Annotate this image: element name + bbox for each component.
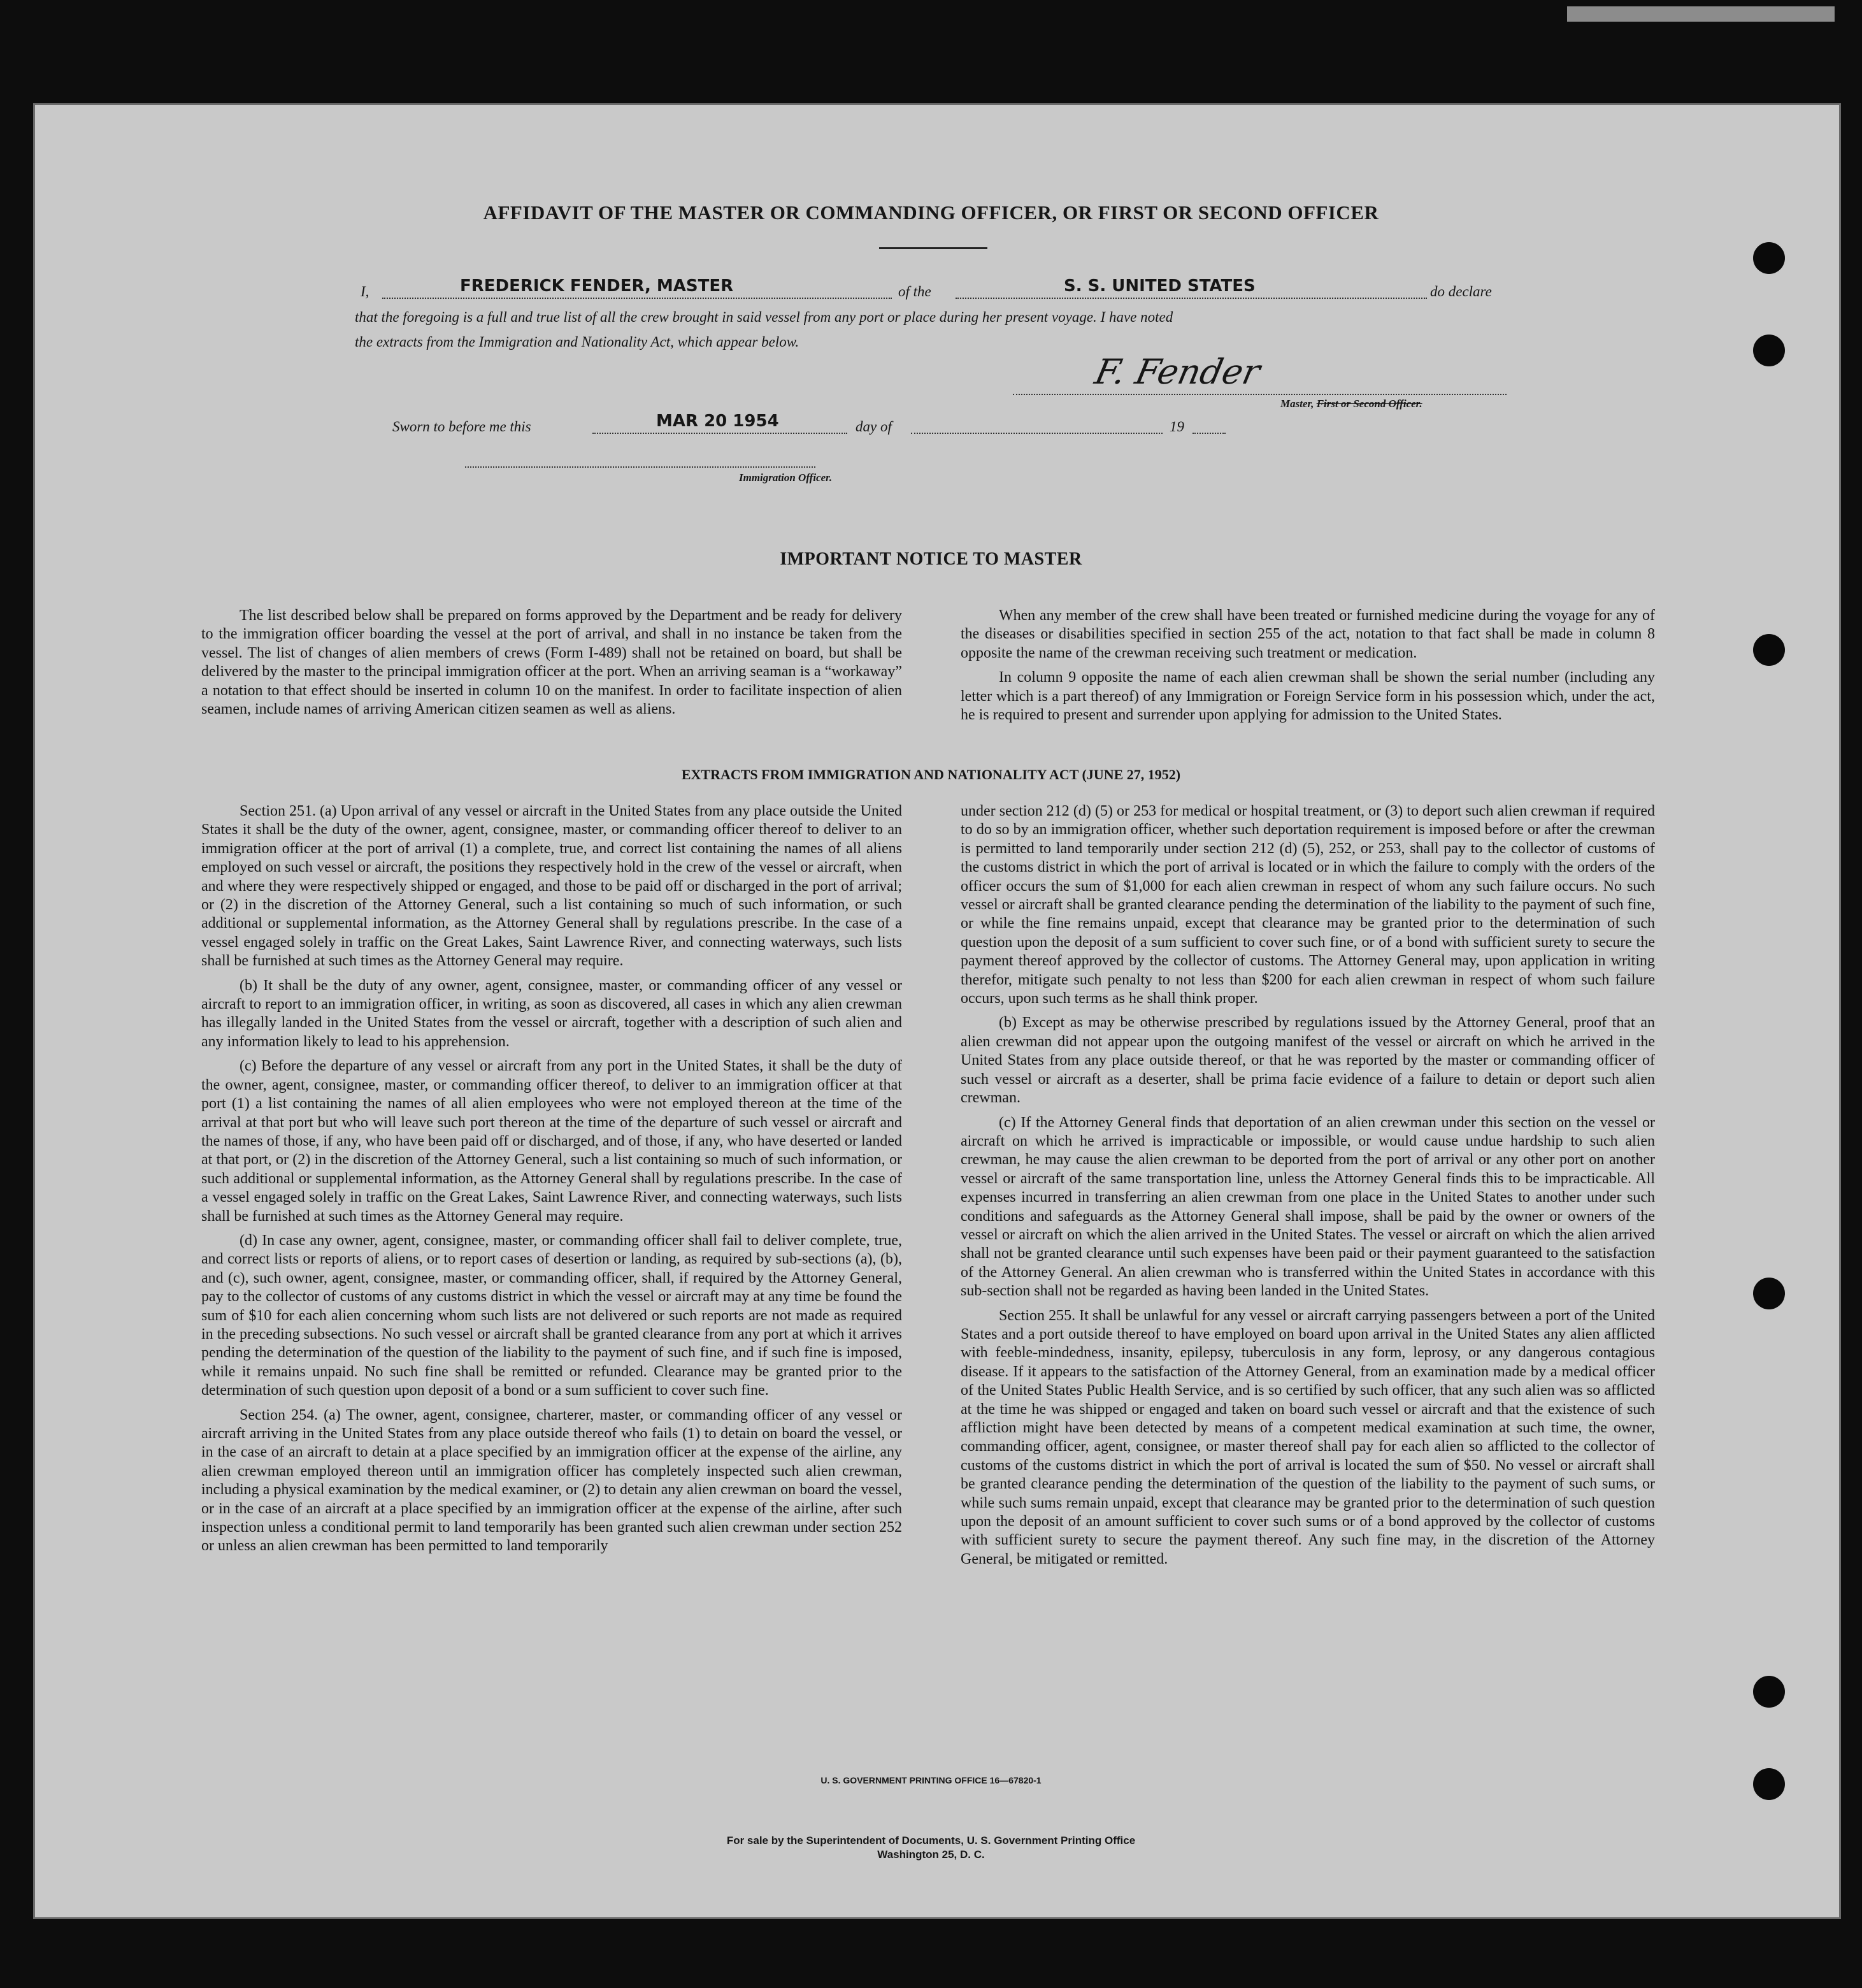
signature-line <box>1013 394 1507 395</box>
sale-notice <box>0 1834 1862 1862</box>
of-the-label: of the <box>898 284 931 299</box>
master-signature: F. Fender <box>1091 352 1264 392</box>
sale-line-1: For sale by the Superintendent of Documents, U. S. Government Printing Office <box>726 1834 1136 1847</box>
notice-title: IMPORTANT NOTICE TO MASTER <box>780 549 1082 569</box>
printing-office-note: U. S. GOVERNMENT PRINTING OFFICE 16—67820-1 <box>820 1775 1042 1785</box>
section-paragraph: (b) Except as may be otherwise prescribed by regulations issued by the Attorney General, proof that an alien crewman did not appear upon the outgoing manifest of the vessel or aircraft on which he arrived in the United States from any place outside thereof, or that he was reported by the master or commanding officer of such vessel or aircraft as a deserter, shall be prima facie evidence of a failure to detain or deport such alien crewman. <box>961 1014 1655 1107</box>
vessel-field <box>956 277 1427 299</box>
section-paragraph: Section 255. It shall be unlawful for any vessel or aircraft carrying passengers between a port of the United States and a port outside thereof to have employed on board upon arrival in the United States any alien afflicted with feeble-mindedness, insanity, epilepsy, tuberculosis in any form, leprosy, or any dangerous contagious disease. If it appears to the satisfaction of the Attorney General, from an examination made by a medical officer of the United States Public Health Service, and is so certified by such officer, that any such alien was so afflicted at the time he was shipped or engaged and taken on board such vessel or aircraft and that the existence of such affliction might have been detected by means of a competent medical examination at such time, the owner, commanding officer, agent, consignee, or master thereof shall pay for each alien so afflicted to the collector of customs of the customs district in which the port of arrival is located the sum of $50. No vessel or aircraft shall be granted clearance pending the determination of the question of the liability to the payment of such sums, or while such sums remain unpaid, except that clearance may be granted prior to the determination of such question upon the deposit of an amount sufficient to cover such sums or of a bond approved by the collector of customs with sufficient surety to secure the payment thereof. Any such fine may, in the discretion of the Attorney General, be mitigated or remitted. <box>961 1307 1655 1567</box>
notice-paragraph: In column 9 opposite the name of each alien crewman shall be shown the serial number (including any letter which is a part thereof) of any Immigration or Foreign Service form in his possession which, under the act, he is required to present and surrender upon applying for admission to the United States. <box>961 669 1655 724</box>
binder-hole <box>1753 242 1785 274</box>
section-paragraph: (c) If the Attorney General finds that deportation of an alien crewman under this section on the vessel or aircraft on which he arrived is impracticable or impossible, or would cause undue hardship to such alien crewman, he may cause the alien crewman to be deported from the port of arrival or any other port on another vessel or aircraft of the same transportation line, unless the Attorney General finds this to be impracticable. All expenses incurred in transferring an alien crewman from one place in the United States to another under such conditions and safeguards as the Attorney General shall impose, shall be paid by the owner or owners of the vessel or aircraft on which the alien arrived in the United States. The vessel or aircraft on which the alien arrived shall not be granted clearance until such expenses have been paid or their payment guaranteed to the satisfaction of the Attorney General. An alien crewman who is transferred within the United States in accordance with this sub-section shall not be regarded as having been landed in the United States. <box>961 1114 1655 1300</box>
sworn-label: Sworn to before me this <box>392 419 531 435</box>
day-of-label: day of <box>856 419 892 435</box>
vessel-value: S. S. UNITED STATES <box>1064 277 1256 296</box>
name-value: FREDERICK FENDER, MASTER <box>460 277 734 296</box>
binder-hole <box>1753 1676 1785 1708</box>
title-divider <box>879 247 987 249</box>
section-paragraph: (b) It shall be the duty of any owner, agent, consignee, master, or commanding officer of any vessel or aircraft to report to an immigration officer, in writing, as soon as discovered, all cases in which any alien crewman has illegally landed in the United States from the vessel or aircraft, together with a description of such alien and any information likely to lead to his apprehension. <box>201 977 902 1050</box>
declaration-line-1: that the foregoing is a full and true list of all the crew brought in said vessel from any port or place during her present voyage. I have noted <box>355 309 1173 325</box>
notice-left-column <box>201 607 902 724</box>
extracts-title: EXTRACTS FROM IMMIGRATION AND NATIONALITY ACT (JUNE 27, 1952) <box>681 767 1181 782</box>
notice-paragraph: The list described below shall be prepared on forms approved by the Department and be ready for delivery to the immigration officer boarding the vessel at the port of arrival, and shall in no instance be taken from the vessel. The list of changes of alien members of crews (Form I-489) shall not be retained on board, but shall be delivered by the master to the principal immigration officer at the port. When an arriving seaman is a “workaway” a notation to that effect should be inserted in column 10 on the manifest. In order to facilitate inspection of alien seamen, include names of arriving American citizen seamen as well as aliens. <box>201 607 902 718</box>
signer-title <box>1280 398 1422 410</box>
notice-paragraph: When any member of the crew shall have been treated or furnished medicine during the voyage for any of the diseases or disabilities specified in section 255 of the act, notation to that fact shall be made in column 8 opposite the name of the crewman receiving such treatment or medication. <box>961 607 1655 661</box>
extracts-right-column <box>961 802 1655 1574</box>
declare-label: do declare <box>1430 284 1492 299</box>
officer-label: Immigration Officer. <box>739 472 833 484</box>
year-field <box>1192 412 1226 434</box>
section-paragraph: under section 212 (d) (5) or 253 for medical or hospital treatment, or (3) to deport such alien crewman if required to do so by an immigration officer, whether such deportation requirement is imposed before or after the crewman is permitted to land temporarily under section 212 (d) (5), 252, or 253, shall pay to the collector of customs of the customs district in which the port of arrival is located or in which the failure to comply with the orders of the officer occurs the sum of $1,000 for each alien crewman in respect of whom any such failure occurs. No such vessel or aircraft shall be granted clearance pending the determination of the liability to the payment of such fine, or while the fine remains unpaid, except that clearance may be granted prior to the determination of such question upon the deposit of a sum sufficient to cover such fine, or of a bond with sufficient surety to secure the payment thereof approved by the collector of customs. The Attorney General may, upon application in writing therefor, mitigate such penalty to not less than $200 for each alien crewman in respect of whom such failure occurs, upon such terms as he shall think proper. <box>961 803 1655 1007</box>
scan-corner-strip <box>1567 6 1835 22</box>
declaration-line-2: the extracts from the Immigration and Nationality Act, which appear below. <box>355 334 799 350</box>
extracts-left-column <box>201 802 902 1562</box>
pronoun-label: I, <box>361 284 369 299</box>
name-field <box>382 277 892 299</box>
section-paragraph: (c) Before the departure of any vessel or aircraft from any port in the United States, it shall be the duty of the owner, agent, consignee, master, or commanding officer thereof, to deliver to an immigration officer at that port (1) a list containing the names of all alien employees who were not employed thereon at the time of the arrival at that port but who will leave such port thereon at the time of the departure of such vessel or aircraft and the names of those, if any, who have been paid off or discharged, and of those, if any, who have deserted or landed at that port, or (2) in the discretion of the Attorney General, such a list containing so much of such information, or such additional or supplemental information, as the Attorney General shall by regulations prescribe. In the case of a vessel engaged solely in traffic on the Great Lakes, Saint Lawrence River, and connecting waterways, such lists shall be furnished at such times as the Attorney General may require. <box>201 1058 902 1225</box>
notice-right-column <box>961 607 1655 730</box>
binder-hole <box>1753 335 1785 366</box>
section-paragraph: (d) In case any owner, agent, consignee, master, or commanding officer shall fail to deliver complete, true, and correct lists or reports of aliens, or to report cases of desertion or landing, as required by sub-sections (a), (b), and (c), such owner, agent, consignee, master, or commanding officer, shall, if required by the Attorney General, pay to the collector of customs of any customs district in which the vessel or aircraft may at any time be found the sum of $10 for each alien concerning whom such lists are not delivered or such reports are not made as required in the preceding subsections. No such vessel or aircraft shall be granted clearance from any port at which it arrives pending the determination of the question of the liability to the payment of such fine, and if such fine is imposed, while it remains unpaid. No such fine shall be remitted or refunded. Clearance may be granted prior to the determination of such question upon deposit of a bond or a sum sufficient to cover such fine. <box>201 1232 902 1399</box>
section-paragraph: Section 254. (a) The owner, agent, consignee, charterer, master, or commanding officer of any vessel or aircraft arriving in the United States from any place outside thereof who fails (1) to detain on board the vessel, or in the case of an aircraft to detain at a place specified by an immigration officer at the expense of the airline, any alien crewman employed thereon until an immigration officer has completely inspected such alien crewman, including a physical examination by the medical examiner, or (2) to detain any alien crewman on board the vessel, or in the case of an aircraft at a place specified by an immigration officer at the expense of the airline, after such inspection unless a conditional permit to land temporarily has been granted such alien crewman under section 252 or unless an alien crewman has been permitted to land temporarily <box>201 1406 902 1555</box>
signer-title-master: Master, <box>1280 398 1314 410</box>
month-field <box>911 412 1163 434</box>
sale-line-2: Washington 25, D. C. <box>877 1848 985 1861</box>
binder-hole <box>1753 1278 1785 1309</box>
officer-signature-line <box>465 466 815 468</box>
sworn-date-value: MAR 20 1954 <box>656 412 779 431</box>
binder-hole <box>1753 634 1785 666</box>
sworn-date-field <box>592 412 847 434</box>
affidavit-title: AFFIDAVIT OF THE MASTER OR COMMANDING OFFICER, OR FIRST OR SECOND OFFICER <box>483 201 1379 224</box>
signer-title-struck: First or Second Officer. <box>1316 398 1422 410</box>
section-paragraph: Section 251. (a) Upon arrival of any vessel or aircraft in the United States from any place outside the United States it shall be the duty of the owner, agent, consignee, master, or commanding officer thereof to deliver to an immigration officer at the port of arrival (1) a complete, true, and correct list containing the names of all aliens employed on such vessel or aircraft, the positions they respectively hold in the crew of the vessel or aircraft, when and where they were respectively shipped or engaged, and those to be paid off or discharged in the port of arrival; or (2) in the discretion of the Attorney General, such a list containing so much of such information, or such additional or supplemental information, as the Attorney General shall by regulations prescribe. In the case of a vessel engaged solely in traffic on the Great Lakes, Saint Lawrence River, and connecting waterways, such lists shall be furnished at such times as the Attorney General may require. <box>201 803 902 970</box>
year-prefix: 19 <box>1170 419 1184 435</box>
